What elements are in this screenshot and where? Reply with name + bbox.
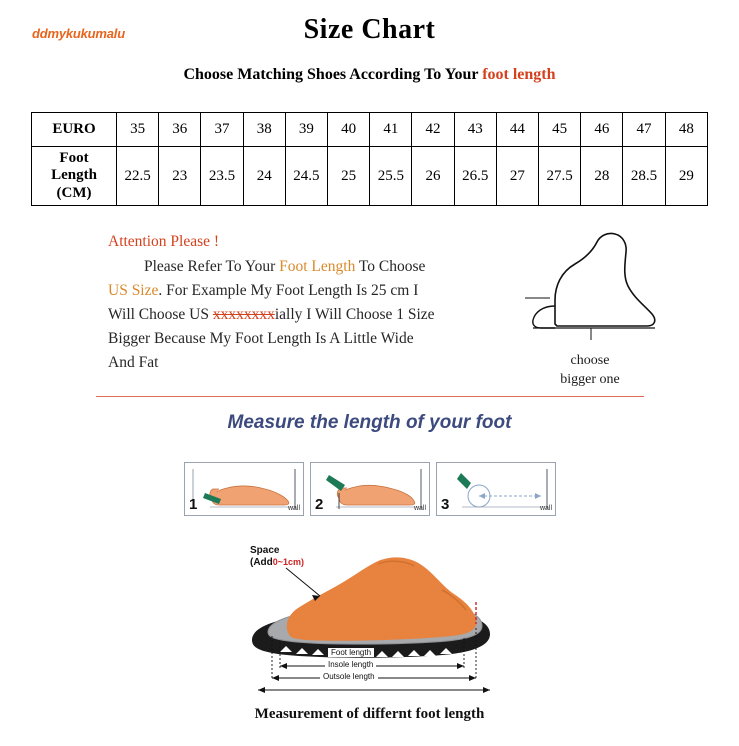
step-wall-label: wall (287, 505, 300, 512)
step2-mark-heel-icon (311, 463, 430, 515)
attention-line2-b: . For Example My Foot Length Is 25 cm I (158, 282, 419, 300)
foot-label-line2: Length (51, 167, 97, 184)
attention-paragraph (108, 303, 528, 327)
space-label-line2: (Add (250, 557, 273, 568)
cell-foot-length: 29 (665, 147, 707, 206)
step-3 (436, 462, 556, 516)
choose-bigger-line1: choose (570, 353, 610, 368)
foot-label-line3: (CM) (56, 184, 92, 201)
space-label-line1: Space (250, 545, 280, 556)
cell-euro: 46 (581, 113, 623, 147)
cell-euro: 35 (117, 113, 159, 147)
table-row-euro (32, 113, 708, 147)
attention-foot-length-emph: Foot Length (279, 258, 356, 276)
cell-euro: 48 (665, 113, 707, 147)
space-label-range: 0~1cm) (272, 557, 305, 567)
table-row-foot-length (32, 147, 708, 206)
attention-us-size-emph: US Size (108, 282, 159, 300)
space-annotation (250, 545, 304, 569)
label-outsole-length: Outsole length (320, 672, 378, 681)
step-wall-label: wall (539, 505, 552, 512)
step-2 (310, 462, 430, 516)
cell-euro: 44 (496, 113, 538, 147)
cell-euro: 37 (201, 113, 243, 147)
section-divider (96, 396, 644, 397)
cell-euro: 43 (454, 113, 496, 147)
cell-foot-length: 22.5 (117, 147, 159, 206)
choose-bigger-note (520, 352, 660, 390)
size-chart-table-container (31, 112, 708, 206)
cell-euro: 38 (243, 113, 285, 147)
cell-euro: 42 (412, 113, 454, 147)
attention-paragraph (108, 255, 528, 279)
row-header-foot-length (32, 147, 117, 206)
attention-paragraph: Bigger Because My Foot Length Is A Little Wide (108, 330, 414, 348)
step-1 (184, 462, 304, 516)
cell-euro: 39 (285, 113, 327, 147)
cell-euro: 36 (159, 113, 201, 147)
brand-logo: ddmykukumalu (32, 26, 125, 41)
step3-measure-distance-icon (437, 463, 556, 515)
cell-foot-length: 25.5 (370, 147, 412, 206)
subtitle-highlight: foot length (482, 66, 556, 83)
foot-outline-illustration (495, 228, 675, 348)
attention-line1-a: Please Refer To Your (144, 258, 280, 276)
bottom-caption: Measurement of differnt foot length (254, 706, 485, 722)
attention-paragraph (108, 279, 528, 303)
attention-line3-a: Will Choose US (108, 306, 213, 324)
cell-foot-length: 26.5 (454, 147, 496, 206)
cell-foot-length: 24 (243, 147, 285, 206)
cell-foot-length: 27.5 (539, 147, 581, 206)
page-title: Size Chart (303, 14, 436, 45)
label-insole-length: Insole length (325, 660, 376, 669)
cell-euro: 47 (623, 113, 665, 147)
attention-line1-c: To Choose (355, 258, 426, 276)
attention-heading: Attention Please ! (108, 233, 220, 250)
choose-bigger-line2: bigger one (560, 371, 620, 387)
cell-foot-length: 27 (496, 147, 538, 206)
attention-strikethrough: xxxxxxxx (212, 306, 275, 324)
cell-foot-length: 26 (412, 147, 454, 206)
foot-outline-icon (495, 228, 675, 348)
foot-label-line1: Foot (59, 150, 89, 167)
subtitle-lead: Choose Matching Shoes According To Your (183, 66, 483, 83)
subtitle (0, 66, 739, 84)
cell-foot-length: 28.5 (623, 147, 665, 206)
size-chart-table (31, 112, 708, 206)
attention-line3-b: ially I Will Choose 1 Size (274, 306, 435, 324)
cell-euro: 40 (328, 113, 370, 147)
cell-foot-length: 25 (328, 147, 370, 206)
attention-note (108, 230, 528, 375)
step-wall-label: wall (413, 505, 426, 512)
step-number: 2 (315, 496, 324, 513)
cell-foot-length: 28 (581, 147, 623, 206)
measure-section-title: Measure the length of your foot (227, 412, 512, 433)
cell-foot-length: 24.5 (285, 147, 327, 206)
measure-steps (184, 462, 556, 516)
cell-euro: 45 (539, 113, 581, 147)
cell-foot-length: 23.5 (201, 147, 243, 206)
step-number: 1 (189, 496, 198, 513)
cell-foot-length: 23 (159, 147, 201, 206)
attention-paragraph: And Fat (108, 354, 159, 372)
step-number: 3 (441, 496, 450, 513)
step1-foot-against-wall-icon (185, 463, 304, 515)
row-header-euro: EURO (32, 113, 117, 147)
label-foot-length: Foot length (328, 648, 374, 657)
cell-euro: 41 (370, 113, 412, 147)
